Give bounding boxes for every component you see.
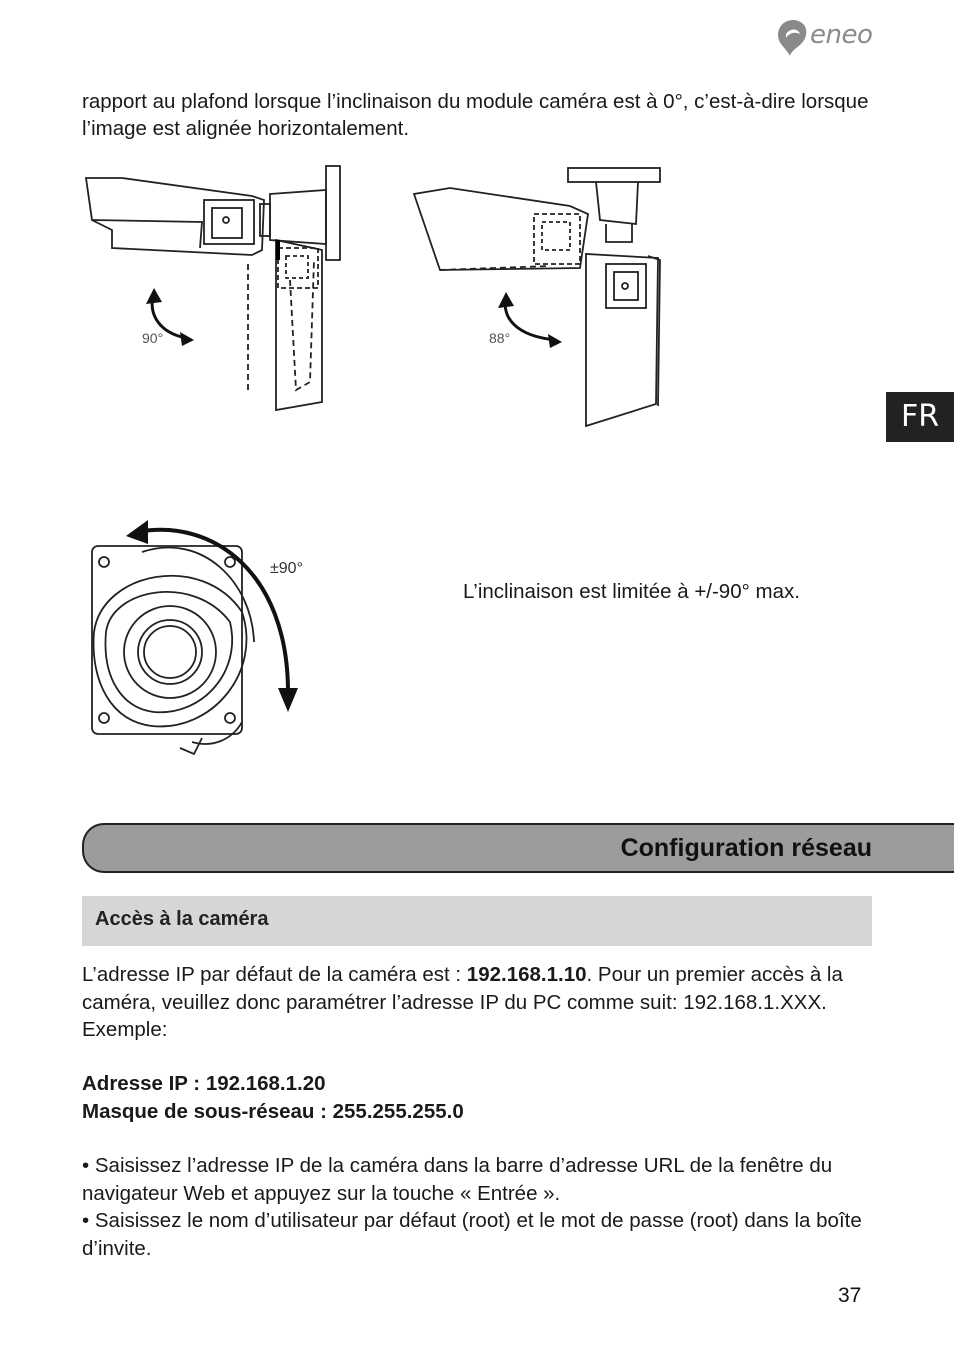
angle-label-90: 90° [142, 330, 164, 346]
list-item: • Saisissez l’adresse IP de la caméra dans la barre d’adresse URL de la fenêtre du navigateur Web et appuyez sur la touche « Entrée ». [82, 1154, 833, 1205]
dome-tilt-figure [82, 512, 314, 762]
default-ip-instructions: . Pour un premier accès à la caméra, veuillez donc paramétrer l’adresse IP du PC comme suit: 192.168.1.XXX. Exemple: [82, 963, 843, 1041]
subsection-header [82, 896, 872, 946]
angle-label-88: 88° [489, 330, 511, 346]
brand-name: eneo [810, 20, 873, 50]
language-tab: FR [886, 392, 954, 442]
brand-logo [774, 16, 884, 60]
default-ip-paragraph [82, 961, 874, 1044]
page-number: 37 [838, 1284, 862, 1307]
section-header [82, 823, 954, 873]
subsection-title: Accès à la caméra [95, 908, 269, 930]
default-ip-address: 192.168.1.10 [466, 963, 587, 986]
instruction-list [82, 1152, 874, 1262]
example-config [82, 1070, 874, 1125]
intro-paragraph: rapport au plafond lorsque l’inclinaison du module caméra est à 0°, c’est-à-dire lorsque l’image est alignée horizontalement. [82, 90, 869, 140]
example-ip-line: Adresse IP : 192.168.1.20 [82, 1072, 326, 1095]
list-item: • Saisissez le nom d’utilisateur par défaut (root) et le mot de passe (root) dans la boîte d’invite. [82, 1209, 862, 1260]
section-title: Configuration réseau [620, 834, 872, 862]
angle-label-plus-minus-90: ±90° [270, 560, 303, 577]
camera-tilt-figure-90 [82, 160, 362, 420]
example-mask-line: Masque de sous-réseau : 255.255.255.0 [82, 1099, 464, 1123]
tilt-limit-note: L’inclinaison est limitée à +/-90° max. [463, 580, 800, 603]
eneo-logo-icon [776, 18, 810, 58]
camera-tilt-figure-88 [410, 160, 680, 432]
default-ip-intro: L’adresse IP par défaut de la caméra est : [82, 963, 467, 986]
